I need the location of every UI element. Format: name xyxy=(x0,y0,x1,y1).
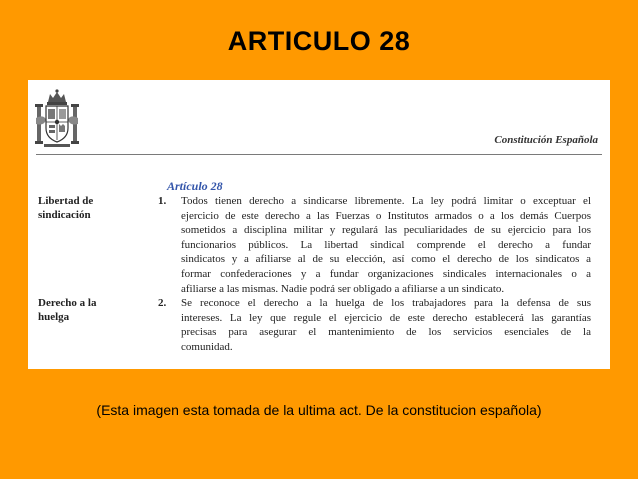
section-label-line: huelga xyxy=(38,311,70,323)
image-caption: (Esta imagen esta tomada de la ultima act. De la constitucion española) xyxy=(96,402,542,418)
section-label-line: sindicación xyxy=(38,209,91,221)
document-header-title: Constitución Española xyxy=(494,134,598,146)
paragraph-line: funcionarios públicos. La libertad sindical comprende el derecho a fundar xyxy=(181,238,591,251)
section-label-line: Libertad de xyxy=(38,195,94,207)
paragraph-line: comunidad. xyxy=(181,340,233,353)
section-label-libertad xyxy=(38,194,148,222)
paragraph-line: sometidos a disciplina militar y regulará las peculiaridades de su ejercicio para los xyxy=(181,224,591,237)
paragraph-line: intereses. La ley que regule el ejercicio de este derecho establecerá las garantías xyxy=(181,311,591,324)
header-divider xyxy=(36,154,602,155)
section-label-huelga xyxy=(38,296,148,324)
paragraph-derecho-huelga xyxy=(181,296,591,354)
paragraph-number: 1. xyxy=(158,195,167,207)
article-heading: Artículo 28 xyxy=(167,179,223,193)
document-image xyxy=(28,80,610,369)
paragraph-number: 2. xyxy=(158,297,167,309)
section-label-line: Derecho a la xyxy=(38,297,97,309)
paragraph-line: Todos tienen derecho a sindicarse libremente. La ley podrá limitar o exceptuar el xyxy=(181,195,591,207)
paragraph-line: sindicatos y a afiliarse al de su elección, así como el derecho de los sindicatos a xyxy=(181,253,591,266)
slide-title: ARTICULO 28 xyxy=(227,26,411,56)
paragraph-line: precisas para asegurar el mantenimiento de los servicios esenciales de la xyxy=(181,326,591,339)
paragraph-libertad-sindicacion xyxy=(181,194,591,296)
paragraph-line: ejercicio de este derecho a las Fuerzas o Institutos armados o a los demás Cuerpos xyxy=(181,209,591,222)
paragraph-line: Se reconoce el derecho a la huelga de los trabajadores para la defensa de sus xyxy=(181,297,591,309)
coat-of-arms-icon xyxy=(34,88,80,150)
paragraph-line: formar confederaciones y a fundar organizaciones sindicales internacionales o a xyxy=(181,267,591,280)
paragraph-line: afiliarse a las mismas. Nadie podrá ser obligado a afiliarse a un sindicato. xyxy=(181,282,505,295)
